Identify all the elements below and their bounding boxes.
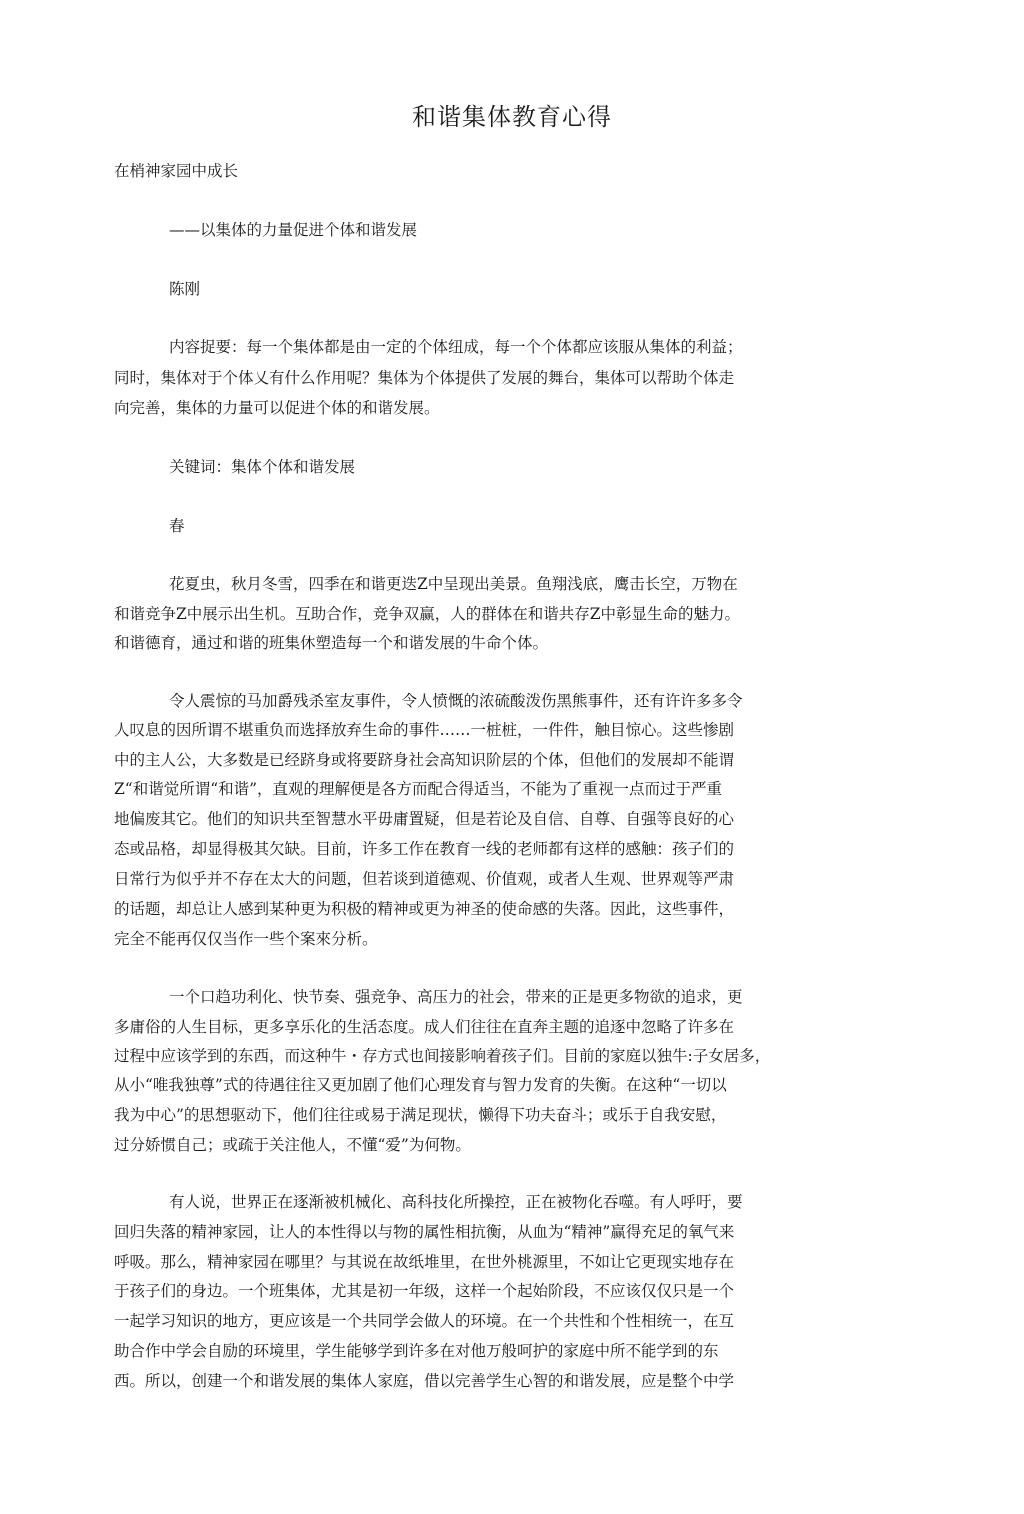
paragraph-line: 于孩子们的身边。一个班集体，尤其是初一年级，这样一个起始阶段，不应该仅仅只是一个	[114, 1282, 735, 1300]
subtitle: 在梢神家园中成长	[114, 162, 239, 180]
paragraph-line: Z“和谐觉所谓“和谐”，直观的理解便是各方而配合得适当，不能为了重视一点而过于严重	[114, 780, 723, 798]
keywords: 关键词：集体个体和谐发展	[169, 458, 356, 476]
paragraph-line: 和谐德育，通过和谐的班集休塑造每一个和谐发展的牛命个体。	[114, 634, 549, 652]
paragraph-line: 西。所以，创建一个和谐发展的集体人家庭，借以完善学生心智的和谐发展，应是整个中学	[114, 1372, 735, 1390]
section-heading: 春	[169, 517, 185, 535]
paragraph-line: 一个口趋功利化、快节奏、强竞争、高压力的社会，带来的正是更多物欲的追求，更	[169, 988, 743, 1006]
paragraph-line: 助合作中学会自励的环境里，学生能够学到许多在对他万般呵护的家庭中所不能学到的东	[114, 1342, 719, 1360]
paragraph-line: 的话题，却总让人感到某种更为积极的精神或更为神圣的使命感的失落。因此，这些事件，	[114, 900, 735, 918]
subtitle-secondary: ——以集体的力量促进个体和谐发展	[169, 221, 418, 239]
paragraph-line: 多庸俗的人生目标，更多享乐化的生活态度。成人们往往在直奔主题的追逐中忽略了许多在	[114, 1018, 735, 1036]
abstract-line: 同时，集体对于个体乂有什么作用呢？集体为个体提供了发展的舞台，集体可以帮助个体走	[114, 369, 735, 387]
paragraph-line: 日常行为似乎并不存在太大的问题，但若谈到道德观、价值观，或者人生观、世界观等严肃	[114, 870, 735, 888]
paragraph-line: 地偏废其它。他们的知识共至智慧水平毋庸置疑，但是若论及自信、自尊、自强等良好的心	[114, 810, 735, 828]
paragraph-line: 一起学习知识的地方，更应该是一个共同学会做人的环境。在一个共性和个性相统一，在互	[114, 1312, 735, 1330]
paragraph-line: 呼吸。那么，精神家园在哪里？与其说在故纸堆里，在世外桃源里，不如让它更现实地存在	[114, 1253, 735, 1271]
paragraph-line: 人叹息的因所谓不堪重负而选择放弃生命的事件……一桩桩，一件件，触目惊心。这些惨剧	[114, 721, 735, 739]
paragraph-line: 过分娇惯自己；或疏于关注他人，不懂“爱”为何物。	[114, 1136, 471, 1154]
document-title: 和谐集体教育心得	[412, 103, 612, 131]
paragraph-line: 中的主人公，大多数是已经跻身或将要跻身社会高知识阶层的个体，但他们的发展却不能谓	[114, 751, 735, 769]
abstract-line: 向完善，集体的力量可以促进个体的和谐发展。	[114, 399, 440, 417]
paragraph-line: 态或品格，却显得极其欠缺。目前，许多工作在教育一线的老师都有这样的感触：孩子们的	[114, 840, 735, 858]
paragraph-line: 有人说，世界正在逐渐被机械化、高科技化所操控，正在被物化吞噬。有人呼吁，要	[169, 1193, 743, 1211]
paragraph-line: 我为中心”的思想驱动下，他们往往或易于满足现状，懒得下功夫奋斗；或乐于自我安慰，	[114, 1106, 727, 1124]
paragraph-line: 从小“唯我独尊”式的待遇往往又更加剧了他们心理发育与智力发育的失衡。在这种“一切以	[114, 1076, 727, 1094]
paragraph-line: 完全不能再仅仅当作一些个案來分析。	[114, 930, 378, 948]
paragraph-line: 回归失落的精神家园，让人的本性得以与物的属性相抗衡，从血为“精神”赢得充足的氧气来	[114, 1223, 735, 1241]
paragraph-line: 过程中应该学到的东西，而这种牛・存方式也间接影响着孩子们。目前的家庭以独牛:子女居多，	[114, 1047, 771, 1065]
paragraph-line: 和谐竞争Z中展示出生机。互助合作，竞争双赢，人的群体在和谐共存Z中彰显生命的魅力。	[114, 605, 741, 623]
paragraph-line: 令人震惊的马加爵残杀室友事件，令人愤慨的浓硫酸泼伤黑熊事件，还有许许多多令	[169, 692, 743, 710]
abstract-line: 内容捉要：每一个集体都是由一定的个体纽成，每一个个体都应该服从集体的利益；	[169, 338, 743, 356]
author: 陈刚	[169, 280, 201, 298]
paragraph-line: 花夏虫，秋月冬雪，四季在和谐更迭Z中呈现出美景。鱼翔浅底，鹰击长空，万物在	[169, 575, 738, 593]
